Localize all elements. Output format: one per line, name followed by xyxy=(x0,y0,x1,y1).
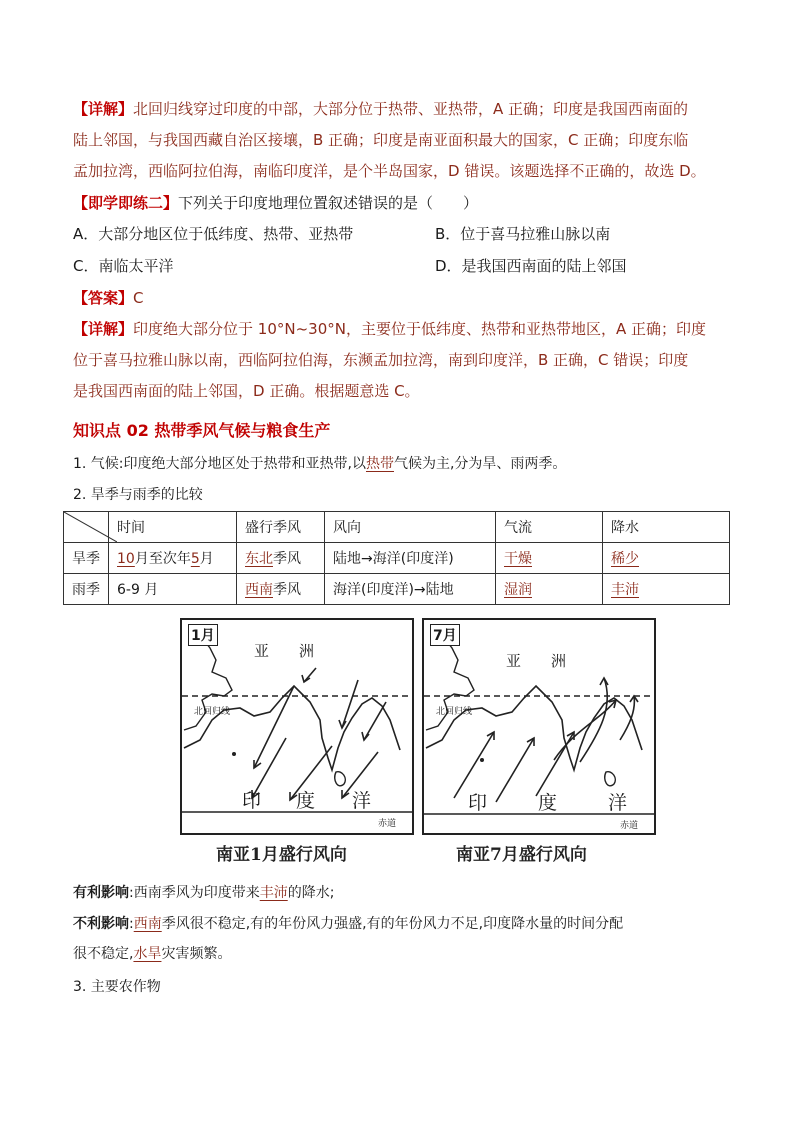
map-ocean-char: 洋 xyxy=(352,790,372,812)
dry-monsoon: 东北季风 xyxy=(237,543,325,574)
option-b: B．位于喜马拉雅山脉以南 xyxy=(435,225,611,243)
option-c: C．南临太平洋 xyxy=(73,257,174,275)
negative-effect-label: 不利影响 xyxy=(73,916,129,932)
crops-item: 3. 主要农作物 xyxy=(73,979,161,995)
detail-tag: 【详解】 xyxy=(73,320,134,338)
map-month-label: 7月 xyxy=(430,624,460,646)
practice2-detail-line-2: 位于喜马拉雅山脉以南，西临阿拉伯海，东濒孟加拉湾，南到印度洋，B 正确，C 错误；印度 xyxy=(73,351,689,369)
header-monsoon: 盛行季风 xyxy=(237,512,325,543)
wet-airflow: 湿润 xyxy=(496,574,603,605)
practice2-question: 【即学即练二】下列关于印度地理位置叙述错误的是（ ） xyxy=(73,194,479,212)
positive-effect-label: 有利影响 xyxy=(73,885,129,901)
table-row xyxy=(64,574,730,605)
diagonal-line xyxy=(64,512,117,542)
monsoon-maps xyxy=(180,618,640,868)
map-july-caption: 南亚7月盛行风向 xyxy=(456,845,587,865)
map-tropic-label: 北回归线 xyxy=(194,707,231,717)
q1-detail-line-3: 孟加拉湾，西临阿拉伯海，南临印度洋，是个半岛国家，D 错误。该题选择不正确的，故选 D。 xyxy=(73,162,706,180)
positive-effect: 有利影响:西南季风为印度带来丰沛的降水; xyxy=(73,885,335,901)
table-row xyxy=(64,543,730,574)
season-comparison-table xyxy=(63,511,730,605)
wet-time: 6-9 月 xyxy=(109,574,237,605)
detail-tag: 【详解】 xyxy=(73,100,134,118)
dry-rain: 稀少 xyxy=(603,543,730,574)
map-equator-label: 赤道 xyxy=(620,821,639,831)
practice2-detail-line-3: 是我国西南面的陆上邻国，D 正确。根据题意选 C。 xyxy=(73,382,420,400)
map-ocean-char: 度 xyxy=(538,792,558,814)
row-label-dry: 旱季 xyxy=(64,543,109,574)
map-asia-label: 亚 洲 xyxy=(506,652,567,670)
section-heading: 知识点 02 热带季风气候与粮食生产 xyxy=(73,421,331,440)
header-time: 时间 xyxy=(109,512,237,543)
map-equator-label: 赤道 xyxy=(378,819,397,829)
map-ocean-char: 度 xyxy=(296,790,316,812)
practice2-answer: 【答案】C xyxy=(73,289,144,307)
dry-direction: 陆地→海洋(印度洋) xyxy=(325,543,496,574)
comparison-item: 2. 旱季与雨季的比较 xyxy=(73,487,203,503)
dry-airflow: 干燥 xyxy=(496,543,603,574)
dry-time: 10月至次年5月 xyxy=(109,543,237,574)
climate-item: 1. 气候:印度绝大部分地区处于热带和亚热带,以热带气候为主,分为旱、雨两季。 xyxy=(73,456,567,472)
map-tropic-label: 北回归线 xyxy=(436,707,473,717)
map-january-caption: 南亚1月盛行风向 xyxy=(216,845,347,865)
map-asia-label: 亚 洲 xyxy=(254,642,315,660)
header-rain: 降水 xyxy=(603,512,730,543)
q1-detail-line-2: 陆上邻国，与我国西藏自治区接壤，B 正确；印度是南亚面积最大的国家，C 正确；印度东临 xyxy=(73,131,689,149)
map-ocean-char: 印 xyxy=(468,792,488,814)
header-airflow: 气流 xyxy=(496,512,603,543)
wet-rain: 丰沛 xyxy=(603,574,730,605)
option-a: A．大部分地区位于低纬度、热带、亚热带 xyxy=(73,225,354,243)
wet-monsoon: 西南季风 xyxy=(237,574,325,605)
practice2-detail-line-1: 【详解】印度绝大部分位于 10°N~30°N，主要位于低纬度、热带和亚热带地区，A 正确；印度 xyxy=(73,320,706,338)
header-direction: 风向 xyxy=(325,512,496,543)
row-label-wet: 雨季 xyxy=(64,574,109,605)
map-month-label: 1月 xyxy=(188,624,218,646)
table-header-row xyxy=(64,512,730,543)
negative-effect-line-2: 很不稳定,水旱灾害频繁。 xyxy=(73,946,232,962)
map-january xyxy=(180,618,414,835)
map-july xyxy=(422,618,656,835)
option-d: D．是我国西南面的陆上邻国 xyxy=(435,257,627,275)
map-ocean-char: 印 xyxy=(242,790,262,812)
wet-direction: 海洋(印度洋)→陆地 xyxy=(325,574,496,605)
practice-tag: 【即学即练二】 xyxy=(73,194,179,212)
answer-tag: 【答案】 xyxy=(73,289,134,307)
blank-answer: 热带 xyxy=(365,456,394,472)
negative-effect-line-1: 不利影响:西南季风很不稳定,有的年份风力强盛,有的年份风力不足,印度降水量的时间分配 xyxy=(73,916,624,932)
diagonal-corner-cell xyxy=(64,512,109,543)
q1-detail-line-1: 【详解】北回归线穿过印度的中部，大部分位于热带、亚热带，A 正确；印度是我国西南面的 xyxy=(73,100,689,118)
map-ocean-char: 洋 xyxy=(608,792,628,814)
